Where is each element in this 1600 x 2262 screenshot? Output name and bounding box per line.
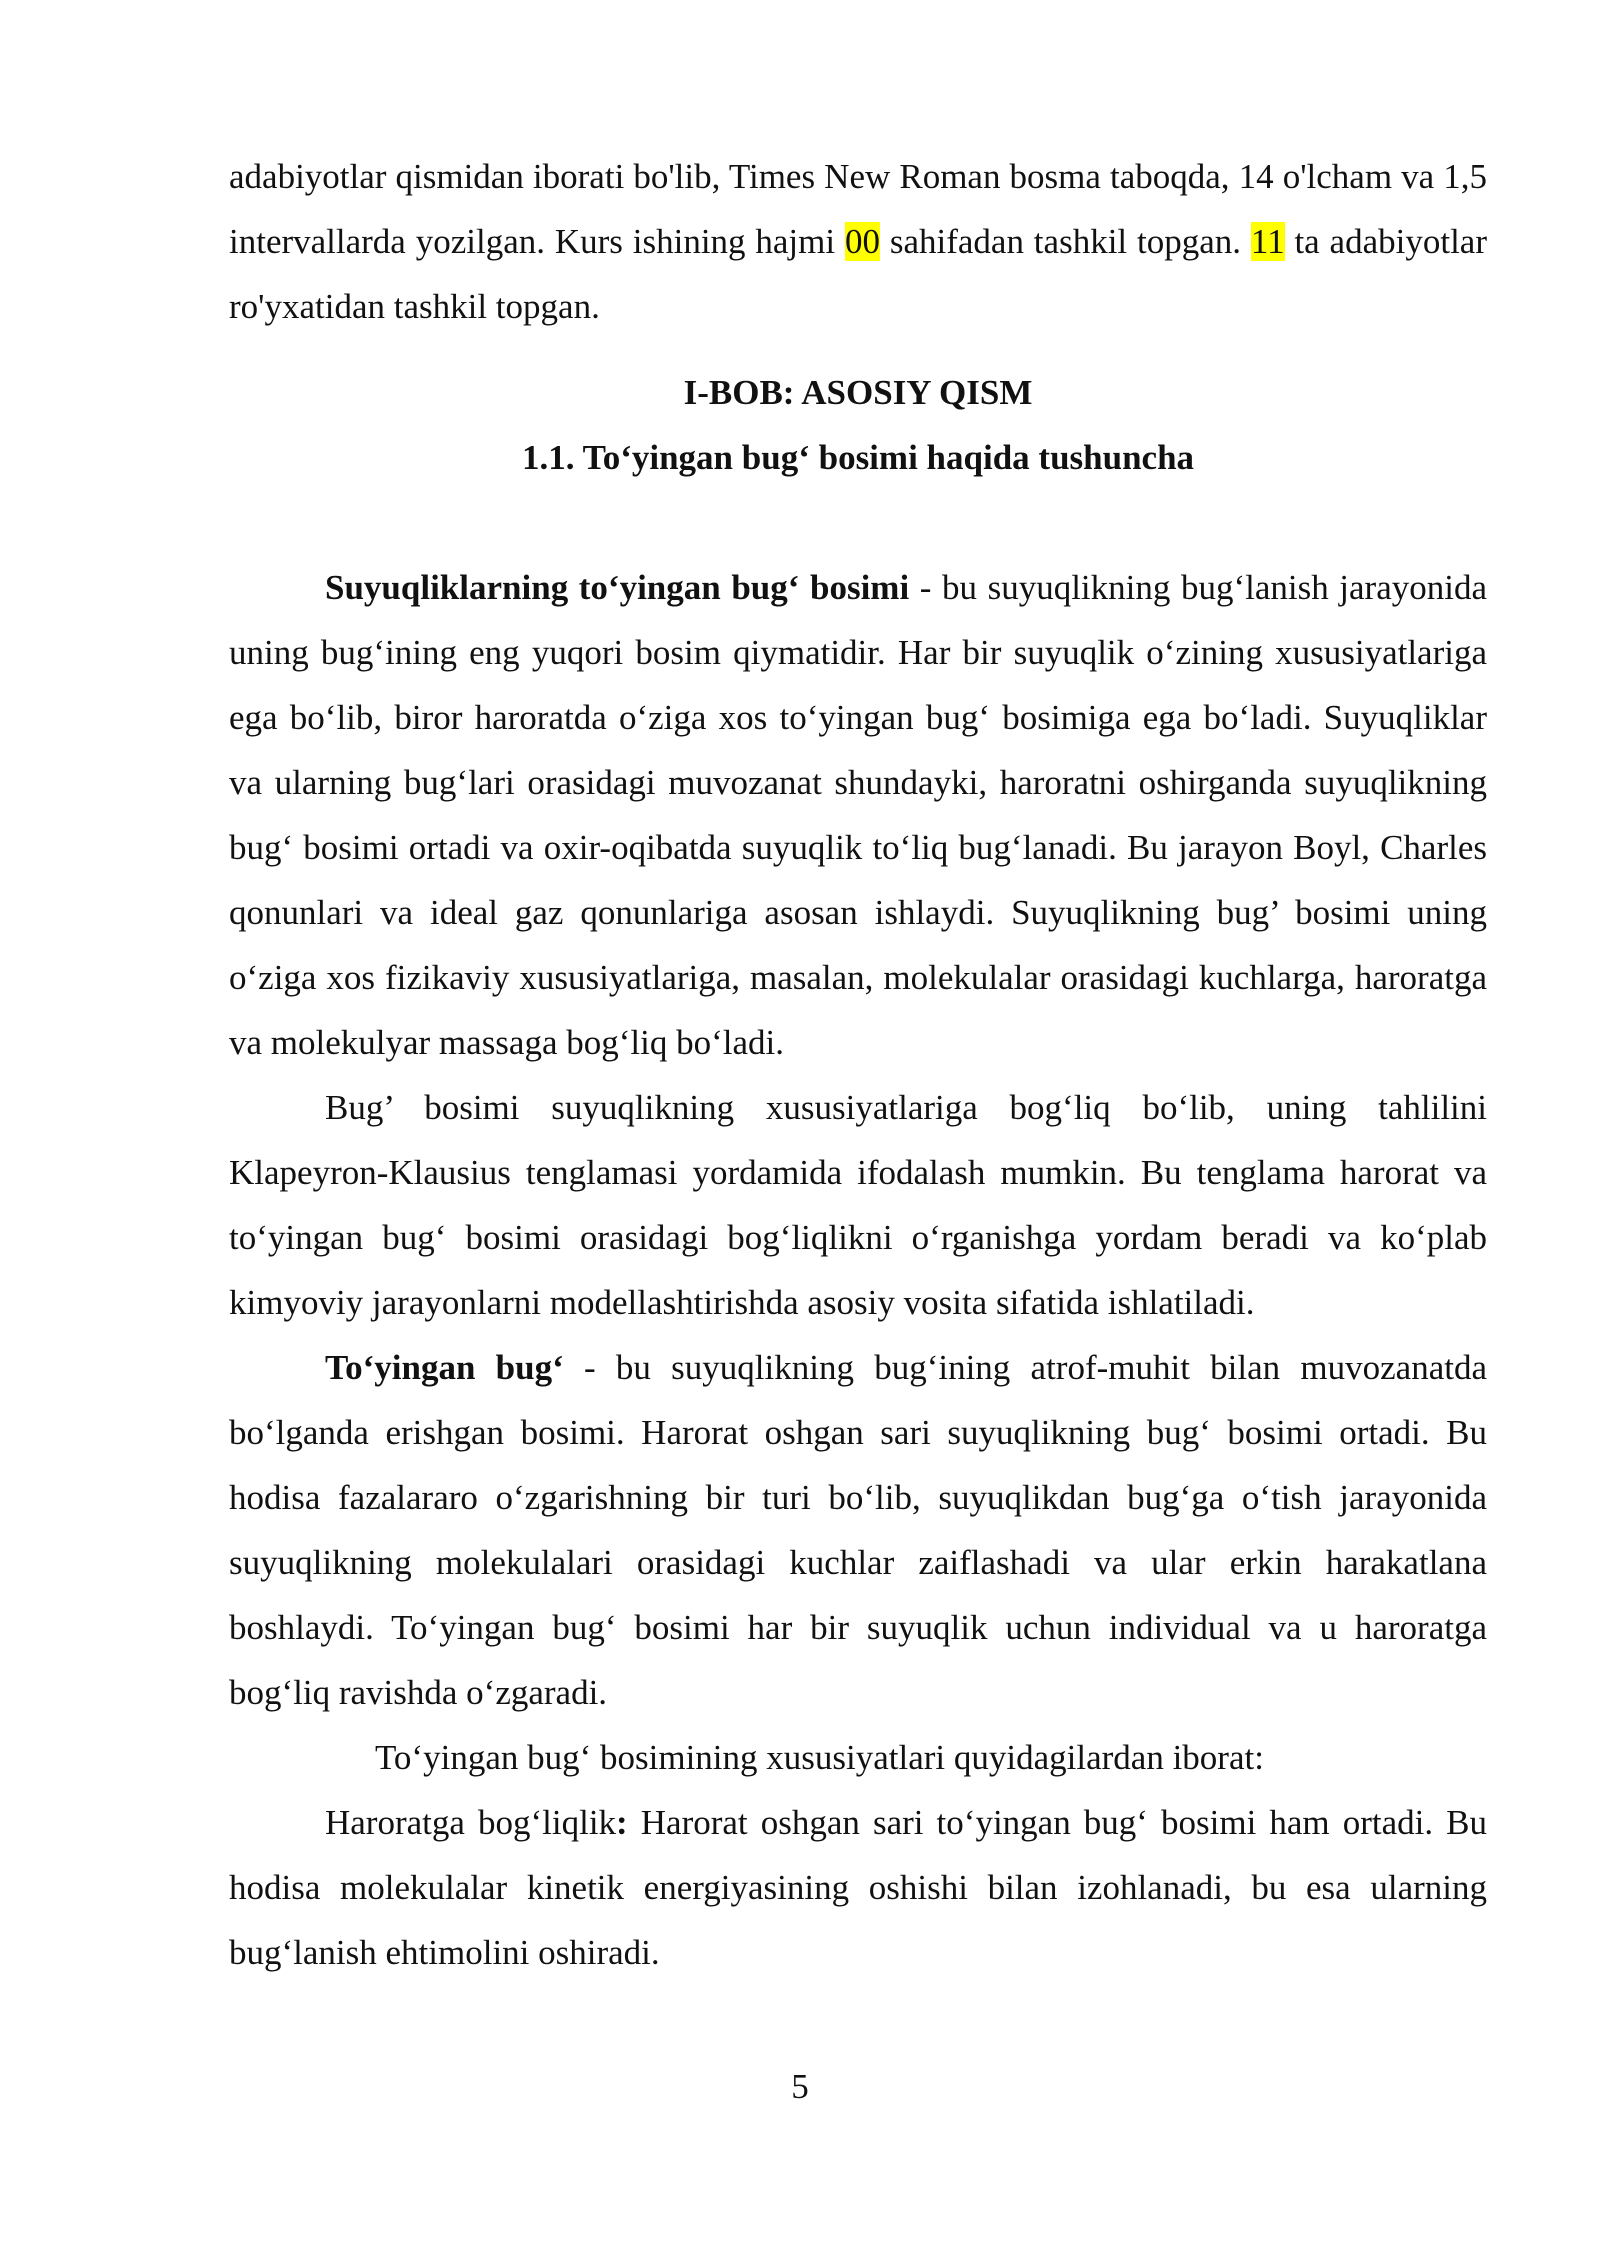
blank-line (229, 490, 1487, 555)
intro-text-part2: sahifadan tashkil topgan. (879, 222, 1251, 261)
page-number: 5 (791, 2067, 809, 2106)
paragraph4-text: Harorat oshgan sari to‘yingan bug‘ bosimi ham ortadi. Bu hodisa molekulalar kinetik energiyasining oshishi bilan izohlanadi, bu esa ularning bug‘lanish ehtimolini oshiradi. (229, 1803, 1487, 1972)
heading-block (229, 360, 1487, 490)
intro-text-part1: adabiyotlar qismidan iborati bo'lib, Times New Roman bosma taboqda, 14 o'lcham va 1,5 intervallarda yozilgan. Kurs ishining hajmi (229, 157, 1487, 261)
paragraph1-text: - bu suyuqlikning bug‘lanish jarayonida uning bug‘ining eng yuqori bosim qiymatidir. Har bir suyuqlik o‘zining xususiyatlariga ega bo‘lib, biror haroratda o‘ziga xos to‘yingan bug‘ bosimiga ega bo‘ladi. Suyuqliklar va ularning bug‘lari orasidagi muvozanat shundayki, haroratni oshirganda suyuqlikning bug‘ bosimi ortadi va oxir-oqibatda suyuqlik to‘liq bug‘lanadi. Bu jarayon Boyl, Charles qonunlari va ideal gaz qonunlariga asosan ishlaydi. Suyuqlikning bug’ bosimi uning o‘ziga xos fizikaviy xususiyatlariga, masalan, molekulalar orasidagi kuchlarga, haroratga va molekulyar massaga bog‘liq bo‘ladi. (229, 568, 1487, 1062)
intro-text-part3: ta adabiyotlar ro'yxatidan tashkil topgan. (229, 222, 1487, 326)
page-content (229, 144, 1487, 1985)
paragraph3-text: - bu suyuqlikning bug‘ining atrof-muhit bilan muvozanatda bo‘lganda erishgan bosimi. Harorat oshgan sari suyuqlikning bug‘ bosimi ortadi. Bu hodisa fazalararo o‘zgarishning bir turi bo‘lib, suyuqlikdan bug‘ga o‘tish jarayonida suyuqlikning molekulalari orasidagi kuchlar zaiflashadi va ular erkin harakatlana boshlaydi. To‘yingan bug‘ bosimi har bir suyuqlik uchun individual va u haroratga bog‘liq ravishda o‘zgaradi. (229, 1348, 1487, 1712)
section-title: 1.1. To‘yingan bug‘ bosimi haqida tushuncha (521, 438, 1195, 477)
highlighted-page-count: 00 (844, 222, 880, 261)
intro-paragraph (229, 144, 1487, 339)
chapter-title: I-BOB: ASOSIY QISM (683, 373, 1033, 412)
paragraph4-term: Haroratga bog‘liqlik (325, 1803, 617, 1842)
paragraph4-colon: : (616, 1803, 628, 1842)
paragraph1-term: Suyuqliklarning to‘yingan bug‘ bosimi (325, 568, 910, 607)
paragraph-saturated-vapor (229, 1335, 1487, 1725)
highlighted-reference-count: 11 (1250, 222, 1285, 261)
paragraph-saturated-vapor-pressure (229, 555, 1487, 1075)
list-intro: To‘yingan bug‘ bosimining xususiyatlari quyidagilardan iborat: (375, 1738, 1264, 1777)
paragraph3-term: To‘yingan bug‘ (325, 1348, 564, 1387)
paragraph-clapeyron: Bug’ bosimi suyuqlikning xususiyatlariga bog‘liq bo‘lib, uning tahlilini Klapeyron-Klausius tenglamasi yordamida ifodalash mumkin. Bu tenglama harorat va to‘yingan bug‘ bosimi orasidagi bog‘liqlikni o‘rganishga yordam beradi va ko‘plab kimyoviy jarayonlarni modellashtirishda asosiy vosita sifatida ishlatiladi. (229, 1088, 1487, 1322)
paragraph-temperature-dependence (229, 1790, 1487, 1985)
